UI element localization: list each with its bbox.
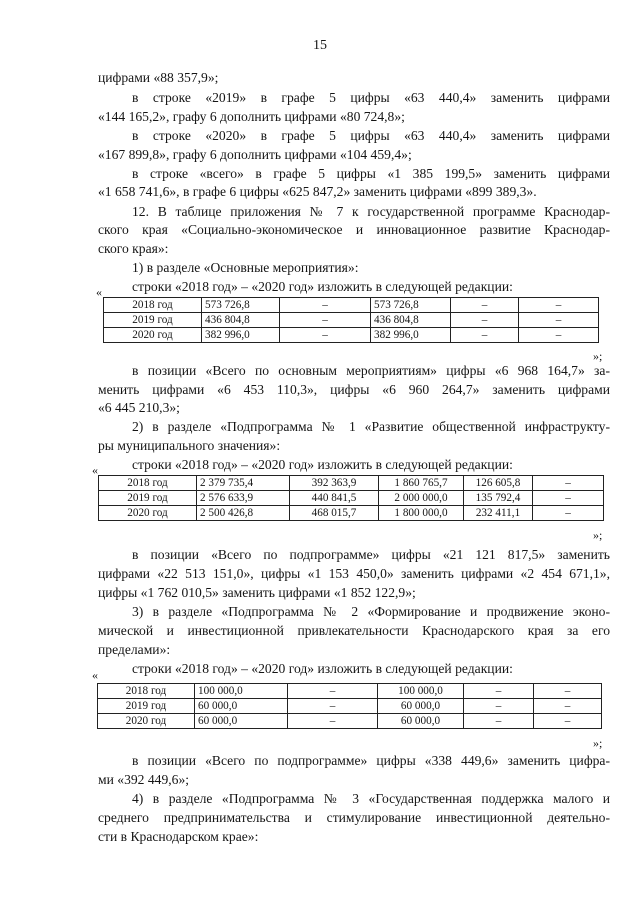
- text-line: сти в Краснодарском крае»:: [98, 829, 259, 844]
- table-row: [99, 491, 604, 506]
- table-cell: –: [533, 506, 604, 521]
- table-cell: –: [288, 699, 378, 714]
- table-cell: 2 576 633,9: [197, 491, 290, 506]
- table-row: [104, 313, 599, 328]
- table-cell: –: [451, 298, 519, 313]
- table-row: [98, 684, 602, 699]
- table-cell: –: [451, 313, 519, 328]
- table-cell: 2020 год: [98, 714, 195, 729]
- close-quote: »;: [593, 349, 603, 363]
- text-line: в позиции «Всего по основным мероприятиям» цифры «6 968 164,7» за-: [132, 363, 610, 378]
- table-cell: 2 000 000,0: [379, 491, 464, 506]
- table-cell: 100 000,0: [378, 684, 464, 699]
- table-cell: 232 411,1: [464, 506, 533, 521]
- table-cell: 573 726,8: [202, 298, 280, 313]
- table-cell: 1 800 000,0: [379, 506, 464, 521]
- text-line: строки «2018 год» – «2020 год» изложить в следующей редакции:: [132, 661, 513, 676]
- text-line: 1) в разделе «Основные мероприятия»:: [132, 260, 359, 275]
- table-cell: 2 500 426,8: [197, 506, 290, 521]
- table-cell: 100 000,0: [195, 684, 288, 699]
- table-cell: 573 726,8: [371, 298, 451, 313]
- text-line: в позиции «Всего по подпрограмме» цифры «338 449,6» заменить цифра-: [132, 753, 610, 768]
- table-cell: 382 996,0: [202, 328, 280, 343]
- table-cell: 2019 год: [98, 699, 195, 714]
- table-cell: 382 996,0: [371, 328, 451, 343]
- table-cell: 440 841,5: [290, 491, 379, 506]
- table-cell: –: [533, 491, 604, 506]
- table-cell: 2 379 735,4: [197, 476, 290, 491]
- text-line: 4) в разделе «Подпрограмма № 3 «Государственная поддержка малого и: [132, 791, 610, 806]
- table-cell: 2018 год: [99, 476, 197, 491]
- text-line: цифрами «22 513 151,0», цифры «1 153 450,0» заменить цифрами «2 454 671,1»,: [98, 566, 610, 581]
- table-cell: 135 792,4: [464, 491, 533, 506]
- text-line: цифрами «88 357,9»;: [98, 70, 219, 85]
- table-cell: 60 000,0: [378, 714, 464, 729]
- table-cell: –: [288, 684, 378, 699]
- table-cell: –: [464, 684, 534, 699]
- text-line: ского края «Социально-экономическое и инновационное развитие Краснодар-: [98, 222, 610, 237]
- table-cell: –: [464, 714, 534, 729]
- text-line: среднего предпринимательства и стимулирование инвестиционной деятельно-: [98, 810, 610, 825]
- text-line: в позиции «Всего по подпрограмме» цифры «21 121 817,5» заменить: [132, 547, 610, 562]
- text-line: ского края»:: [98, 241, 169, 256]
- table-cell: 2018 год: [98, 684, 195, 699]
- table-row: [99, 476, 604, 491]
- table-row: [98, 699, 602, 714]
- text-line: «6 445 210,3»;: [98, 400, 180, 415]
- text-line: «167 899,8», графу 6 дополнить цифрами «104 459,4»;: [98, 147, 412, 162]
- table-cell: –: [533, 476, 604, 491]
- table-cell: –: [534, 714, 602, 729]
- text-line: строки «2018 год» – «2020 год» изложить в следующей редакции:: [132, 279, 513, 294]
- table-row: [99, 506, 604, 521]
- table-cell: 60 000,0: [378, 699, 464, 714]
- text-line: мической и инвестиционной привлекательности Краснодарского края за его: [98, 623, 610, 638]
- table-cell: –: [280, 298, 371, 313]
- open-quote: «: [92, 463, 98, 477]
- table-cell: –: [280, 328, 371, 343]
- table-cell: –: [288, 714, 378, 729]
- text-line: в строке «2020» в графе 5 цифры «63 440,4» заменить цифрами: [132, 128, 610, 143]
- table-subprogram-2: [97, 683, 602, 729]
- table-cell: 2019 год: [99, 491, 197, 506]
- table-cell: 2020 год: [99, 506, 197, 521]
- open-quote: «: [96, 285, 102, 299]
- table-row: [104, 328, 599, 343]
- table-cell: 2020 год: [104, 328, 202, 343]
- table-cell: 436 804,8: [202, 313, 280, 328]
- table-cell: 60 000,0: [195, 714, 288, 729]
- page-number: 15: [313, 38, 327, 53]
- text-line: пределами»:: [98, 642, 171, 657]
- table-cell: 126 605,8: [464, 476, 533, 491]
- text-line: в строке «2019» в графе 5 цифры «63 440,4» заменить цифрами: [132, 90, 610, 105]
- table-cell: 2019 год: [104, 313, 202, 328]
- text-line: 12. В таблице приложения № 7 к государственной программе Краснодар-: [132, 204, 610, 219]
- table-cell: 2018 год: [104, 298, 202, 313]
- table-main-activities: [103, 297, 599, 343]
- table-cell: 468 015,7: [290, 506, 379, 521]
- close-quote: »;: [593, 736, 603, 750]
- text-line: 2) в разделе «Подпрограмма № 1 «Развитие общественной инфраструкту-: [132, 419, 610, 434]
- text-line: 3) в разделе «Подпрограмма № 2 «Формирование и продвижение эконо-: [132, 604, 610, 619]
- table-cell: 392 363,9: [290, 476, 379, 491]
- table-cell: –: [534, 684, 602, 699]
- text-line: цифры «1 762 010,5» заменить цифрами «1 852 122,9»;: [98, 585, 416, 600]
- table-cell: –: [519, 328, 599, 343]
- table-cell: 436 804,8: [371, 313, 451, 328]
- table-cell: 1 860 765,7: [379, 476, 464, 491]
- text-line: ры муниципального значения»:: [98, 438, 281, 453]
- text-line: ми «392 449,6»;: [98, 772, 190, 787]
- table-subprogram-1: [98, 475, 604, 521]
- text-line: «144 165,2», графу 6 дополнить цифрами «80 724,8»;: [98, 109, 405, 124]
- table-cell: –: [534, 699, 602, 714]
- text-line: менить цифрами «6 453 110,3», цифры «6 960 264,7» заменить цифрами: [98, 382, 610, 397]
- text-line: в строке «всего» в графе 5 цифры «1 385 199,5» заменить цифрами: [132, 166, 610, 181]
- table-cell: –: [464, 699, 534, 714]
- table-row: [98, 714, 602, 729]
- table-cell: –: [519, 313, 599, 328]
- table-cell: 60 000,0: [195, 699, 288, 714]
- text-line: «1 658 741,6», в графе 6 цифры «625 847,2» заменить цифрами «899 389,3».: [98, 184, 537, 199]
- table-cell: –: [451, 328, 519, 343]
- table-cell: –: [519, 298, 599, 313]
- close-quote: »;: [593, 528, 603, 542]
- table-cell: –: [280, 313, 371, 328]
- text-line: строки «2018 год» – «2020 год» изложить в следующей редакции:: [132, 457, 513, 472]
- open-quote: «: [92, 668, 98, 682]
- table-row: [104, 298, 599, 313]
